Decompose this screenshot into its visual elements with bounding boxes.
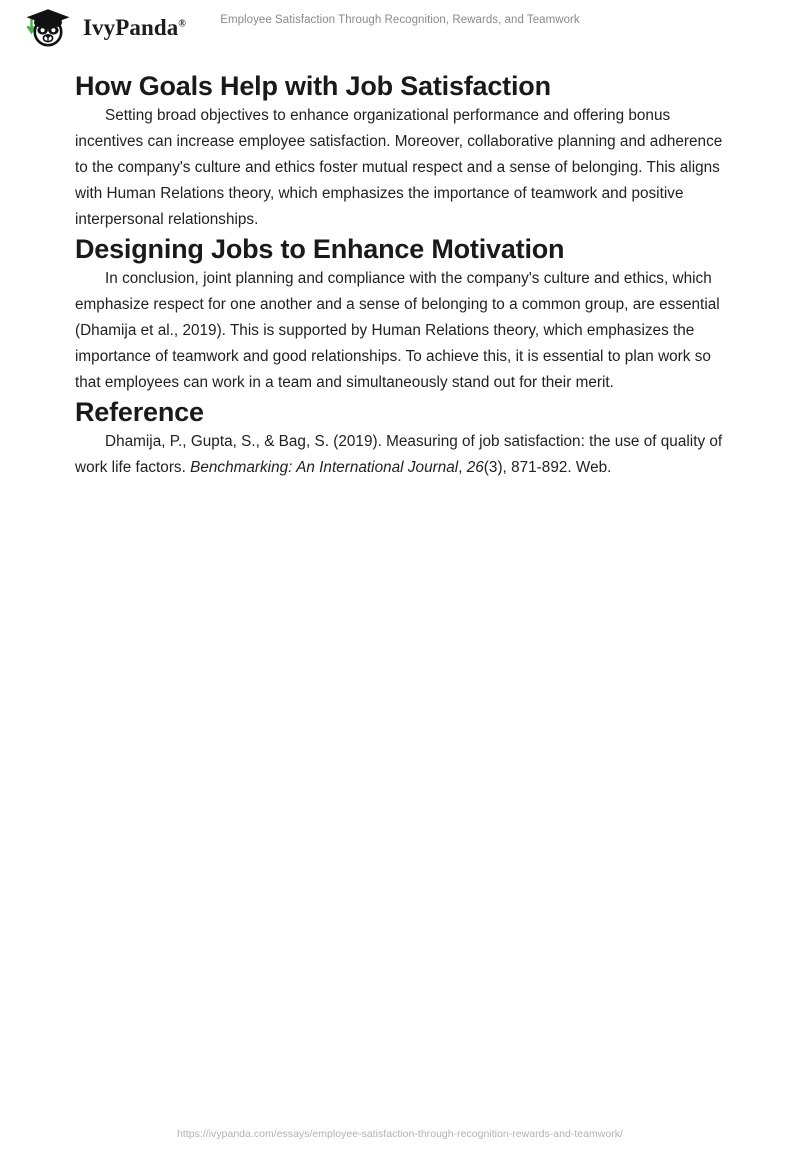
brand-name-text: IvyPanda [83,15,179,40]
citation-separator: , [458,458,467,476]
reference-citation [75,429,725,481]
registered-mark: ® [178,18,186,30]
citation-issue-pages: (3), 871-892. [483,458,576,476]
section-heading-reference: Reference [75,396,204,427]
page-header [0,0,800,56]
document-body [75,70,725,481]
section-paragraph-job-design: In conclusion, joint planning and compliance with the company's culture and ethics, which emphasize respect for one another and a sense of belonging to a common group, are essential (Dhamija et al., 2019). This is supported by Human Relations theory, which emphasizes the importance of teamwork and good relationships. To achieve this, it is essential to plan work so that employees can work in a team and simultaneously stand out for their merit. [75,269,720,391]
section-paragraph-goals: Setting broad objectives to enhance organizational performance and offering bonus incentives can increase employee satisfaction. Moreover, collaborative planning and adherence to the company's culture and ethics foster mutual respect and a sense of belonging. This aligns with Human Relations theory, which emphasizes the importance of teamwork and positive interpersonal relationships. [75,106,723,228]
citation-volume: 26 [466,458,484,476]
document-running-title: Employee Satisfaction Through Recognition, Rewards, and Teamwork [220,14,580,26]
citation-access-note: Web. [575,458,612,476]
citation-journal-name: Benchmarking: An International Journal [190,458,459,476]
citation-authors-title: Dhamija, P., Gupta, S., & Bag, S. (2019). Measuring of job satisfaction: the use of quality of work life factors. [75,432,723,476]
panda-graduation-cap-logo-icon [18,6,74,50]
source-url[interactable]: https://ivypanda.com/essays/employee-satisfaction-through-recognition-rewards-and-teamwork/ [177,1128,623,1140]
page-footer [0,1124,800,1142]
section-heading-job-design: Designing Jobs to Enhance Motivation [75,233,565,264]
section-heading-goals: How Goals Help with Job Satisfaction [75,71,551,101]
brand-logo-group[interactable] [18,6,186,50]
